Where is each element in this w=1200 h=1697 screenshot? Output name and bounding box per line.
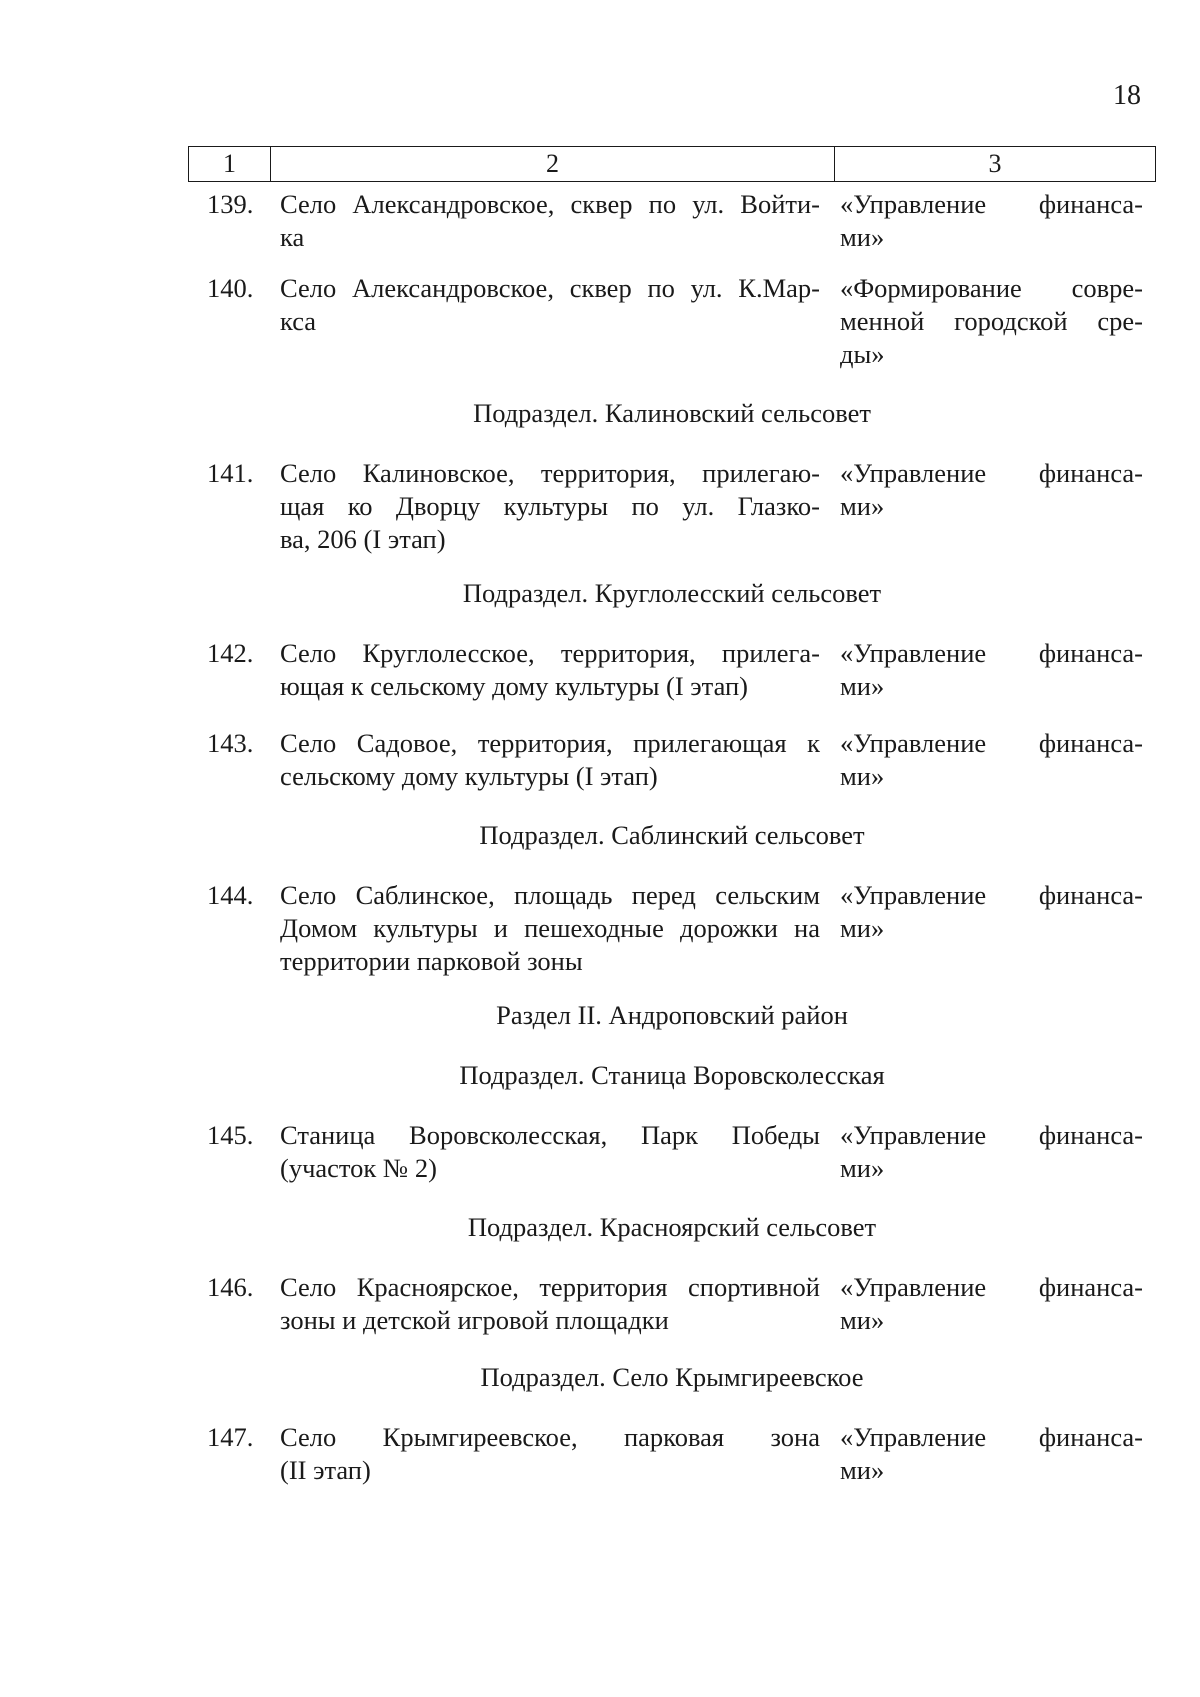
row-number: 144. bbox=[207, 880, 254, 910]
row-program bbox=[840, 188, 1143, 254]
description-line: (II этап) bbox=[280, 1455, 371, 1485]
description-line: ющая к сельскому дому культуры (I этап) bbox=[280, 671, 749, 701]
row-number: 146. bbox=[207, 1272, 254, 1302]
program-line: ми» bbox=[840, 1305, 885, 1335]
description-line: Село Круглолесское, территория, прилега- bbox=[280, 638, 820, 668]
program-line: «Управление финанса- bbox=[840, 1120, 1143, 1150]
row-description bbox=[280, 457, 820, 556]
row-program bbox=[840, 879, 1143, 945]
row-description bbox=[280, 1421, 820, 1487]
description-line: Село Александровское, сквер по ул. К.Мар- bbox=[280, 273, 820, 303]
subsection-heading: Подраздел. Саблинский сельсовет bbox=[479, 820, 865, 850]
description-line: Село Калиновское, территория, прилегаю- bbox=[280, 458, 820, 488]
program-line: «Управление финанса- bbox=[840, 458, 1143, 488]
row-number: 140. bbox=[207, 273, 254, 303]
row-description bbox=[280, 879, 820, 978]
row-program bbox=[840, 1421, 1143, 1487]
subsection-heading: Подраздел. Круглолесский сельсовет bbox=[462, 578, 882, 608]
row-description bbox=[280, 727, 820, 793]
table-header-col-1: 1 bbox=[189, 147, 271, 181]
description-line: Село Красноярское, территория спортивной bbox=[280, 1272, 820, 1302]
description-line: территории парковой зоны bbox=[280, 946, 583, 976]
page-number: 18 bbox=[1113, 80, 1141, 111]
program-line: ми» bbox=[840, 222, 885, 252]
subsection-heading: Подраздел. Село Крымгиреевское bbox=[480, 1362, 864, 1392]
row-program bbox=[840, 727, 1143, 793]
row-number: 145. bbox=[207, 1120, 254, 1150]
description-line: Домом культуры и пешеходные дорожки на bbox=[280, 913, 820, 943]
program-line: «Управление финанса- bbox=[840, 638, 1143, 668]
program-line: «Управление финанса- bbox=[840, 1422, 1143, 1452]
description-line: ка bbox=[280, 222, 305, 252]
description-line: зоны и детской игровой площадки bbox=[280, 1305, 669, 1335]
row-description bbox=[280, 1119, 820, 1185]
row-number: 141. bbox=[207, 458, 254, 488]
program-line: «Управление финанса- bbox=[840, 1272, 1143, 1302]
program-line: ми» bbox=[840, 1153, 885, 1183]
row-description bbox=[280, 272, 820, 338]
program-line: «Управление финанса- bbox=[840, 880, 1143, 910]
row-program bbox=[840, 457, 1143, 523]
table-header-col-3: 3 bbox=[988, 149, 1002, 178]
description-line: Станица Воровсколесская, Парк Победы bbox=[280, 1120, 820, 1150]
row-program bbox=[840, 272, 1143, 371]
program-line: ми» bbox=[840, 761, 885, 791]
row-description bbox=[280, 637, 820, 703]
description-line: Село Александровское, сквер по ул. Войти- bbox=[280, 189, 820, 219]
row-number: 143. bbox=[207, 728, 254, 758]
program-line: ми» bbox=[840, 1455, 885, 1485]
row-number: 142. bbox=[207, 638, 254, 668]
program-line: «Формирование совре- bbox=[840, 273, 1143, 303]
row-description bbox=[280, 188, 820, 254]
description-line: Село Саблинское, площадь перед сельским bbox=[280, 880, 820, 910]
section-heading: Раздел II. Андроповский район bbox=[496, 1000, 848, 1030]
program-line: «Управление финанса- bbox=[840, 189, 1143, 219]
program-line: «Управление финанса- bbox=[840, 728, 1143, 758]
program-line: ды» bbox=[840, 339, 885, 369]
row-program bbox=[840, 637, 1143, 703]
subsection-heading: Подраздел. Станица Воровсколесская bbox=[459, 1060, 885, 1090]
program-line: ми» bbox=[840, 671, 885, 701]
subsection-heading: Подраздел. Калиновский сельсовет bbox=[473, 398, 871, 428]
program-line: ми» bbox=[840, 491, 885, 521]
row-program bbox=[840, 1271, 1143, 1337]
description-line: ва, 206 (I этап) bbox=[280, 524, 446, 554]
subsection-heading: Подраздел. Красноярский сельсовет bbox=[467, 1212, 877, 1242]
row-number: 147. bbox=[207, 1422, 254, 1452]
row-number: 139. bbox=[207, 189, 254, 219]
description-line: Село Садовое, территория, прилегающая к bbox=[280, 728, 820, 758]
description-line: щая ко Дворцу культуры по ул. Глазко- bbox=[280, 491, 820, 521]
description-line: (участок № 2) bbox=[280, 1153, 437, 1183]
description-line: кса bbox=[280, 306, 317, 336]
table-header-col-2: 2 bbox=[271, 147, 835, 181]
program-line: ми» bbox=[840, 913, 885, 943]
program-line: менной городской сре- bbox=[840, 306, 1143, 336]
row-description bbox=[280, 1271, 820, 1337]
table-header bbox=[188, 146, 1156, 182]
description-line: Село Крымгиреевское, парковая зона bbox=[280, 1422, 820, 1452]
row-program bbox=[840, 1119, 1143, 1185]
description-line: сельскому дому культуры (I этап) bbox=[280, 761, 658, 791]
